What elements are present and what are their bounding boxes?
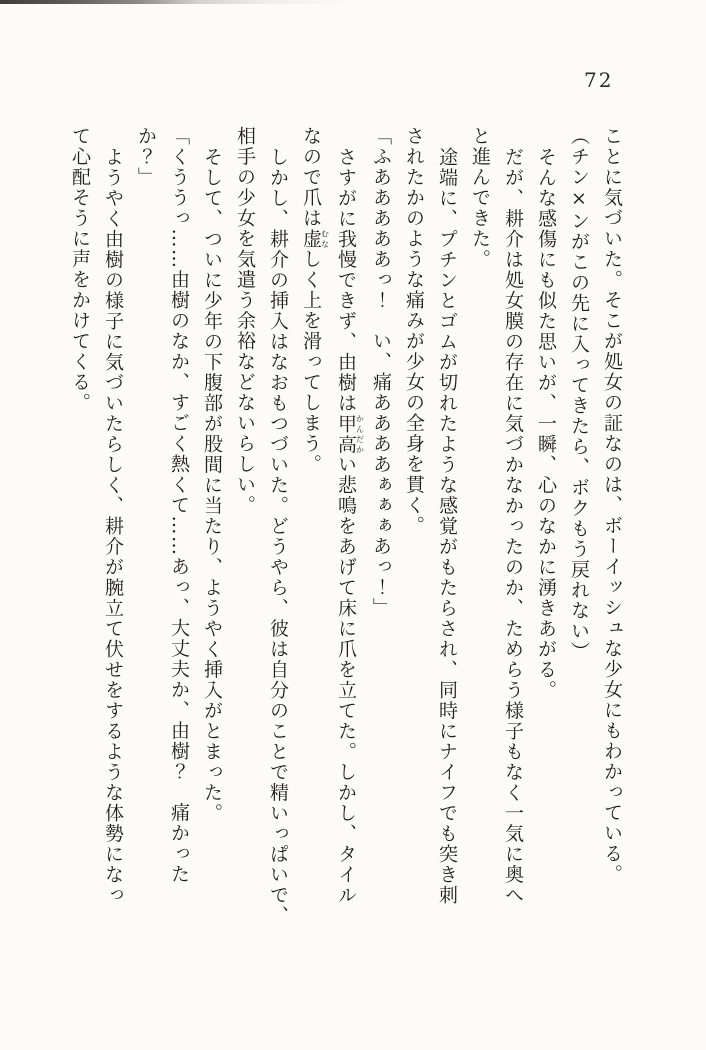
text-line: て心配そうに声をかけてくる。 <box>69 126 91 413</box>
text-line: 「ふあああああっ！ い、痛ああああぁぁぁあっ！」 <box>370 126 392 618</box>
text-line: ことに気づいた。そこが処女の証なのは、ボーイッシュな少女にもわかっている。 <box>601 126 623 885</box>
text-line: さすがに我慢できず、由樹は甲高かんだかい悲鳴をあげて床に爪を立てた。しかし、タイル <box>335 147 365 906</box>
text-line: 「くううっ……由樹のなか、すごく熱くて……あっ、大丈夫か、由樹？ 痛かった <box>168 126 190 885</box>
text-line: ようやく由樹の様子に気づいたらしく、耕介が腕立て伏せをするような体勢になっ <box>102 147 124 906</box>
text-line: （チン×ンがこの先に入ってきたら、ボクもう戻れない） <box>568 126 590 662</box>
text-line: と進んできた。 <box>469 126 491 270</box>
text-line: 相手の少女を気遣う余裕などないらしい。 <box>234 126 256 516</box>
text-line: そんな感傷にも似た思いが、一瞬、心のなかに湧きあがる。 <box>535 147 557 701</box>
ruby-annotated-text: 虚むな <box>300 228 330 249</box>
scan-artifact <box>0 0 360 4</box>
text-line: されたかのような痛みが少女の全身を貫く。 <box>403 126 425 536</box>
text-line: か？」 <box>135 126 157 188</box>
page-number: 72 <box>584 68 614 92</box>
ruby-annotated-text: 甲高かんだか <box>335 413 365 455</box>
page-text <box>63 126 628 996</box>
text-line: しかし、耕介の挿入はなおもつづいた。どうやら、彼は自分のことで精いっぱいで、 <box>267 147 289 926</box>
text-line: だが、耕介は処女膜の存在に気づかなかったのか、ためらう様子もなく一気に奥へ <box>502 147 524 906</box>
text-line: そして、ついに少年の下腹部が股間に当たり、ようやく挿入がとまった。 <box>201 147 223 824</box>
text-line: 途端に、プチンとゴムが切れたような感覚がもたらされ、同時にナイフでも突き刺 <box>436 147 458 906</box>
text-line: なので爪は虚むなしく上を滑ってしまう。 <box>300 126 330 475</box>
